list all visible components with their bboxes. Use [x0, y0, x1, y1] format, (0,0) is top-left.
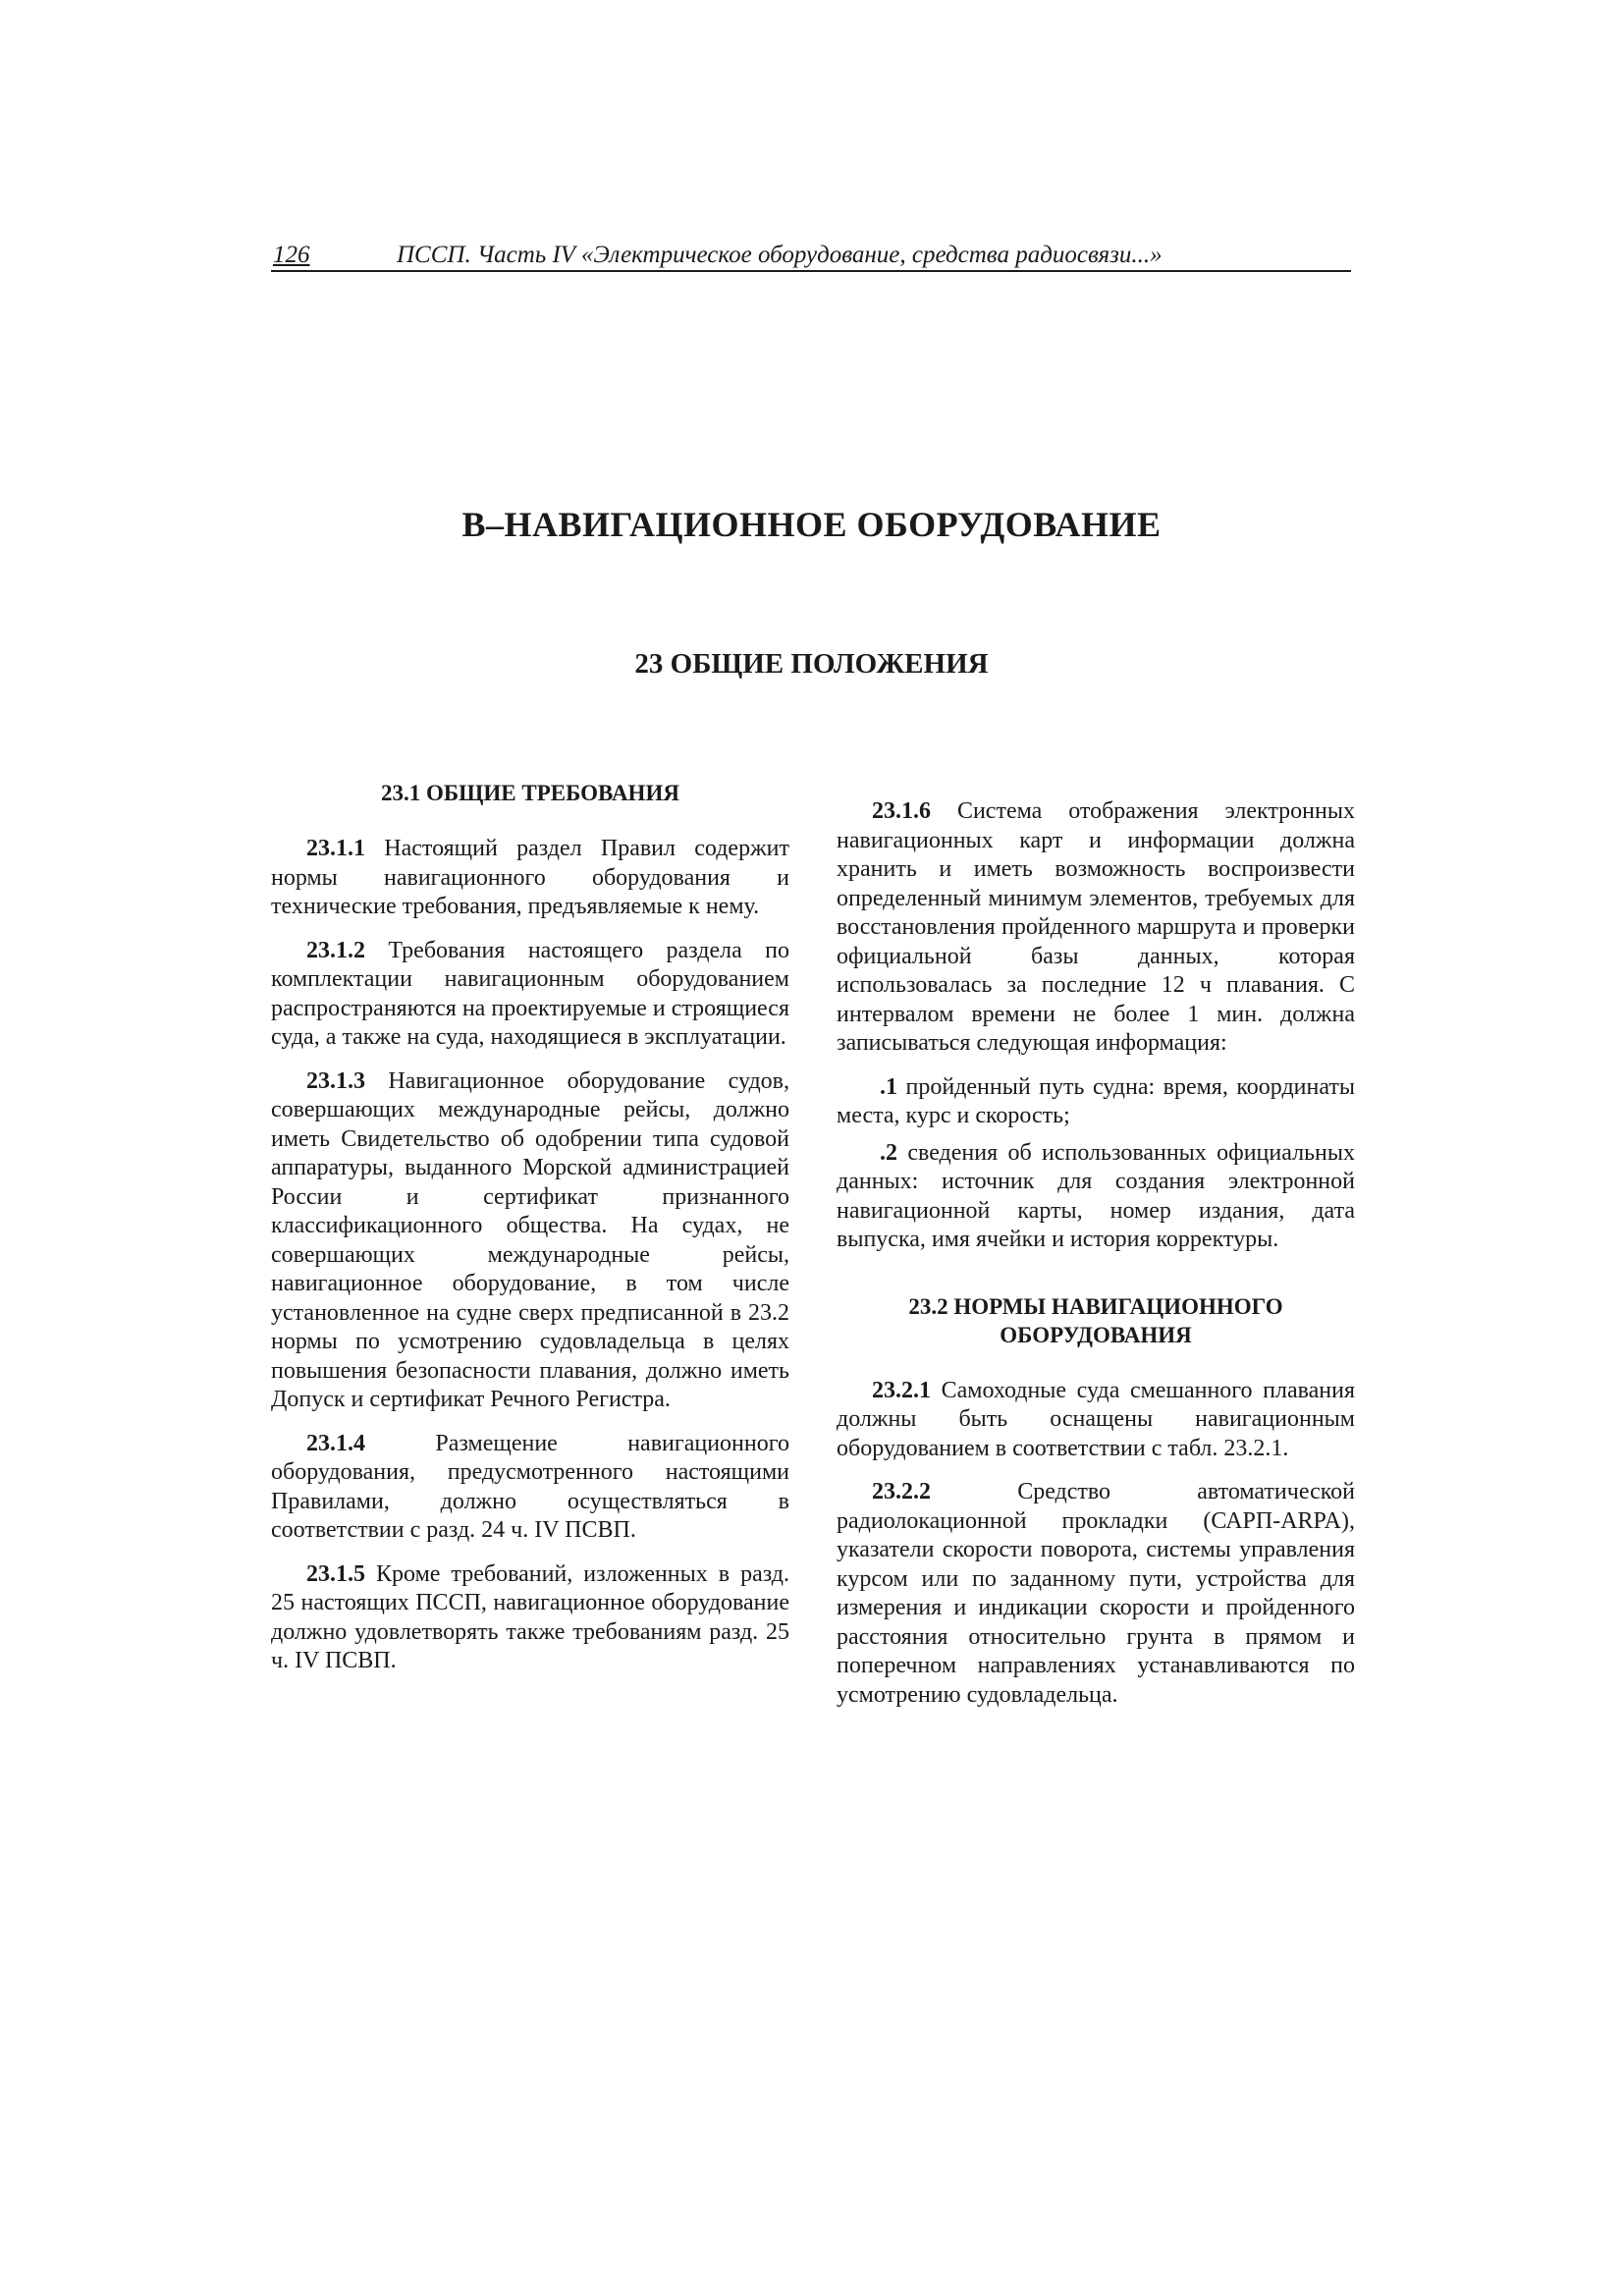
paragraph-number: 23.1.3 — [306, 1067, 365, 1094]
paragraph-number: 23.2.2 — [872, 1479, 931, 1504]
spacer — [837, 1263, 1355, 1292]
paragraph-text: Настоящий раздел Правил содержит нормы навигационного оборудования и технические требования, предъявляемые к нему. — [271, 836, 789, 919]
right-column — [837, 797, 1355, 1724]
paragraph-number: 23.1.5 — [306, 1560, 365, 1587]
part-title: В–НАВИГАЦИОННОЕ ОБОРУДОВАНИЕ — [461, 505, 1162, 544]
paragraph-23-2-1 — [837, 1377, 1355, 1464]
list-item-1 — [837, 1073, 1355, 1131]
paragraph-23-1-1 — [271, 835, 789, 922]
paragraph-23-1-2 — [271, 937, 789, 1053]
paragraph-23-1-6 — [837, 797, 1355, 1059]
paragraph-number: 23.1.6 — [872, 798, 931, 824]
paragraph-text: Система отображения электронных навигационных карт и информации должна хранить и иметь возможность воспроизвести определенный минимум элементов, требуемых для восстановления пройденного маршрута и проверки официальной базы данных, которая использовалась за последние 12 ч плавания. С интервалом времени не более 1 мин. должна записываться следующая информация: — [837, 798, 1355, 1056]
paragraph-number: 23.1.1 — [306, 836, 365, 861]
subsection-title-23-2 — [837, 1292, 1355, 1349]
paragraph-text: Самоходные суда смешанного плавания должны быть оснащены навигационным оборудованием в соответствии с табл. 23.2.1. — [837, 1377, 1355, 1461]
paragraph-number: 23.1.2 — [306, 937, 365, 963]
page-number: 126 — [273, 242, 310, 268]
running-header-title: ПССП. Часть IV «Электрическое оборудование, средства радиосвязи...» — [397, 242, 1163, 268]
paragraph-number: 23.1.4 — [306, 1430, 365, 1456]
paragraph-23-1-5 — [271, 1560, 789, 1676]
paragraph-23-1-4 — [271, 1430, 789, 1546]
list-item-number: .1 — [880, 1073, 897, 1100]
paragraph-text: Кроме требований, изложенных в разд. 25 настоящих ПССП, навигационное оборудование должно удовлетворять также требованиям разд. 25 ч. IV ПСВП. — [271, 1560, 789, 1673]
paragraph-text: Размещение навигационного оборудования, предусмотренного настоящими Правилами, должно осуществляться в соответствии с разд. 24 ч. IV ПСВП. — [271, 1430, 789, 1543]
paragraph-text: Навигационное оборудование судов, совершающих международные рейсы, должно иметь Свидетельство об одобрении типа судовой аппаратуры, выданного Морской администрацией России и сертификат признанного классификационного общества. На судах, не совершающих международные рейсы, навигационное оборудование, в том числе установленное на судне сверх предписанной в 23.2 нормы по усмотрению судовладельца в целях повышения безопасности плавания, должно иметь Допуск и сертификат Речного Регистра. — [271, 1067, 789, 1412]
section-title: 23 ОБЩИЕ ПОЛОЖЕНИЯ — [634, 648, 989, 680]
paragraph-number: 23.2.1 — [872, 1377, 931, 1403]
paragraph-23-2-2 — [837, 1478, 1355, 1710]
running-header — [271, 241, 1351, 272]
subsection-title-line-1: 23.2 НОРМЫ НАВИГАЦИОННОГО — [908, 1293, 1283, 1319]
list-item-text: пройденный путь судна: время, координаты места, курс и скорость; — [837, 1073, 1355, 1128]
subsection-title-line-2: ОБОРУДОВАНИЯ — [1000, 1322, 1192, 1347]
paragraph-text: Требования настоящего раздела по комплектации навигационным оборудованием распространяются на проектируемые и строящиеся суда, а также на суда, находящиеся в эксплуатации. — [271, 937, 789, 1050]
paragraph-text: Средство автоматической радиолокационной прокладки (САРП-ARPA), указатели скорости поворота, системы управления курсом или по заданному пути, устройства для измерения и индикации скорости и пройденного расстояния относительно грунта в прямом и поперечном направлениях устанавливаются по усмотрению судовладельца. — [837, 1479, 1355, 1708]
list-item-number: .2 — [880, 1139, 897, 1166]
subsection-title-23-1: 23.1 ОБЩИЕ ТРЕБОВАНИЯ — [381, 781, 679, 805]
list-item-text: сведения об использованных официальных данных: источник для создания электронной навигационной карты, номер издания, дата выпуска, имя ячейки и история корректуры. — [837, 1139, 1355, 1252]
list-item-2 — [837, 1139, 1355, 1255]
left-column — [271, 779, 789, 1691]
paragraph-23-1-3 — [271, 1067, 789, 1415]
